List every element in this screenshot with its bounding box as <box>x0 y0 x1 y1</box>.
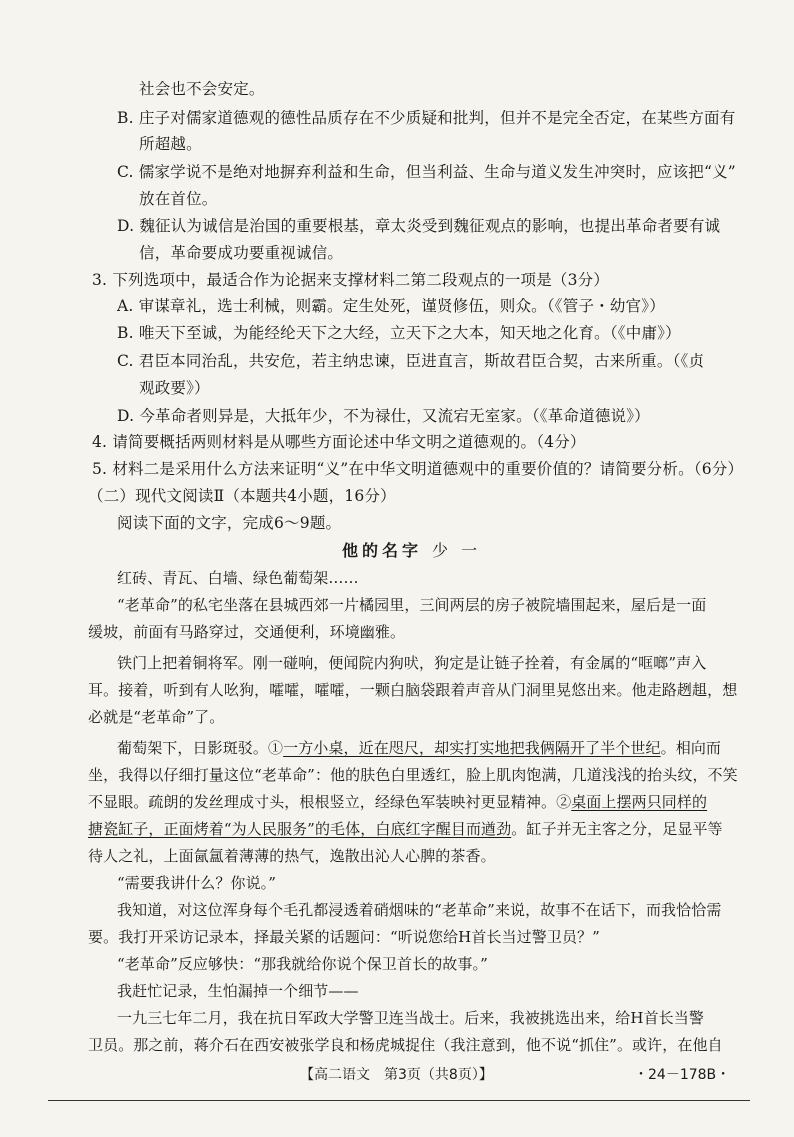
story-text: 不显眼。疏朗的发丝理成寸头，根根竖立，经绿色军装映衬更显精神。② <box>88 793 572 811</box>
story-title: 他的名字 <box>342 541 423 560</box>
story-dialogue: “需要我讲什么？你说。” <box>117 874 277 892</box>
story-paragraph: 一九三七年二月，我在抗日军政大学警卫连当战士。后来，我被挑选出来，给H首长当警 <box>117 1009 704 1027</box>
story-paragraph: “老革命”的私宅坐落在县城西郊一片橘园里，三间两层的房子被院墙围起来，屋后是一面 <box>117 596 707 614</box>
q2-option-b: B. 庄子对儒家道德观的德性品质存在不少质疑和批判，但并不是完全否定，在某些方面有 <box>117 109 736 127</box>
underlined-sentence-1: 一方小桌，近在咫尺，却实打实地把我俩隔开了半个世纪 <box>283 739 661 757</box>
story-paragraph <box>117 738 721 758</box>
underlined-sentence-2: 桌面上摆两只同样的 <box>571 793 708 811</box>
story-paragraph-continuation: 必就是“老革命”了。 <box>88 708 225 726</box>
story-paragraph: 铁门上把着铜将军。刚一碰响，便闻院内狗吠，狗定是让链子拴着，有金属的“哐啷”声入 <box>117 654 707 672</box>
q2-option-b-continuation: 所超越。 <box>139 135 202 153</box>
story-dialogue: “老革命”反应够快：“那我就给你说个保卫首长的故事。” <box>117 955 488 973</box>
story-author: 少 一 <box>432 541 482 560</box>
underlined-sentence-2-continuation: 搪瓷缸子，正面烤着“为人民服务”的毛体，白底红字醒目而遒劲 <box>88 820 512 838</box>
section-heading: （二）现代文阅读Ⅱ（本题共4小题，16分） <box>88 487 396 505</box>
q2-option-d: D. 魏征认为诚信是治国的重要根基，章太炎受到魏征观点的影响，也提出革命者要有诚 <box>117 217 721 235</box>
q3-option-c-continuation: 观政要》） <box>139 379 210 397</box>
story-paragraph: 我赶忙记录，生怕漏掉一个细节—— <box>117 982 359 1000</box>
footer-divider <box>48 1100 750 1101</box>
story-paragraph-continuation <box>88 792 707 812</box>
q4-question: 4. 请简要概括两则材料是从哪些方面论述中华文明之道德观的。（4分） <box>92 433 586 451</box>
story-paragraph-continuation: 要。我打开采访记录本，择最关紧的话题问：“听说您给H首长当过警卫员？” <box>88 928 600 946</box>
page-footer-code: ・24－178B・ <box>634 1067 731 1083</box>
story-paragraph-continuation: 缓坡，前面有马路穿过，交通便利，环境幽雅。 <box>88 623 406 641</box>
story-text: 。缸子并无主客之分，足显平等 <box>511 820 723 838</box>
story-text: 葡萄架下，日影斑驳。① <box>117 739 284 757</box>
story-text: 。相向而 <box>660 739 722 757</box>
page-footer-label: 【高二语文 第3页（共8页）】 <box>300 1067 493 1083</box>
story-paragraph: 我知道，对这位浑身每个毛孔都浸透着硝烟味的“老革命”来说，故事不在话下，而我恰恰需 <box>117 901 722 919</box>
story-paragraph-continuation: 待人之礼，上面氤氲着薄薄的热气，逸散出沁人心脾的茶香。 <box>88 847 496 865</box>
q2-option-d-continuation: 信，革命要成功要重视诚信。 <box>139 244 344 262</box>
story-paragraph-continuation <box>88 819 723 839</box>
q3-option-a: A. 审谋章礼，选士利械，则霸。定生处死，谨贤修伍，则众。（《管子・幼官》） <box>117 297 665 315</box>
q2-option-c: C. 儒家学说不是绝对地摒弃利益和生命，但当利益、生命与道义发生冲突时，应该把“义” <box>117 163 736 181</box>
q2-option-c-continuation: 放在首位。 <box>139 190 218 208</box>
q2-option-a-continuation: 社会也不会安定。 <box>139 80 265 98</box>
story-paragraph-continuation: 耳。接着，听到有人吆狗，嚯嚯，嚯嚯，一颗白脑袋跟着声音从门洞里晃悠出来。他走路趔趄，想 <box>88 681 738 699</box>
q5-question: 5. 材料二是采用什么方法来证明“义”在中华文明道德观中的重要价值的？请简要分析。（6分） <box>92 460 744 478</box>
q3-stem: 3. 下列选项中，最适合作为论据来支撑材料二第二段观点的一项是（3分） <box>92 271 610 289</box>
story-paragraph: 红砖、青瓦、白墙、绿色葡萄架…… <box>117 569 359 587</box>
section-instruction: 阅读下面的文字，完成6～9题。 <box>117 514 342 532</box>
q3-option-c: C. 君臣本同治乱，共安危，若主纳忠谏，臣进直言，斯故君臣合契，古来所重。（《贞 <box>117 352 705 370</box>
q3-option-d: D. 今革命者则异是，大抵年少，不为禄仕，又流宕无室家。（《革命道德说》） <box>117 407 650 425</box>
q3-option-b: B. 唯天下至诚，为能经纶天下之大经，立天下之大本，知天地之化育。（《中庸》） <box>117 324 681 342</box>
story-paragraph-continuation: 卫员。那之前，蒋介石在西安被张学良和杨虎城捉住（我注意到，他不说“抓住”。或许，在他自 <box>88 1036 723 1054</box>
story-paragraph-continuation: 坐，我得以仔细打量这位“老革命”：他的肤色白里透红，脸上肌肉饱满，几道浅浅的抬头纹，不笑 <box>88 766 738 784</box>
